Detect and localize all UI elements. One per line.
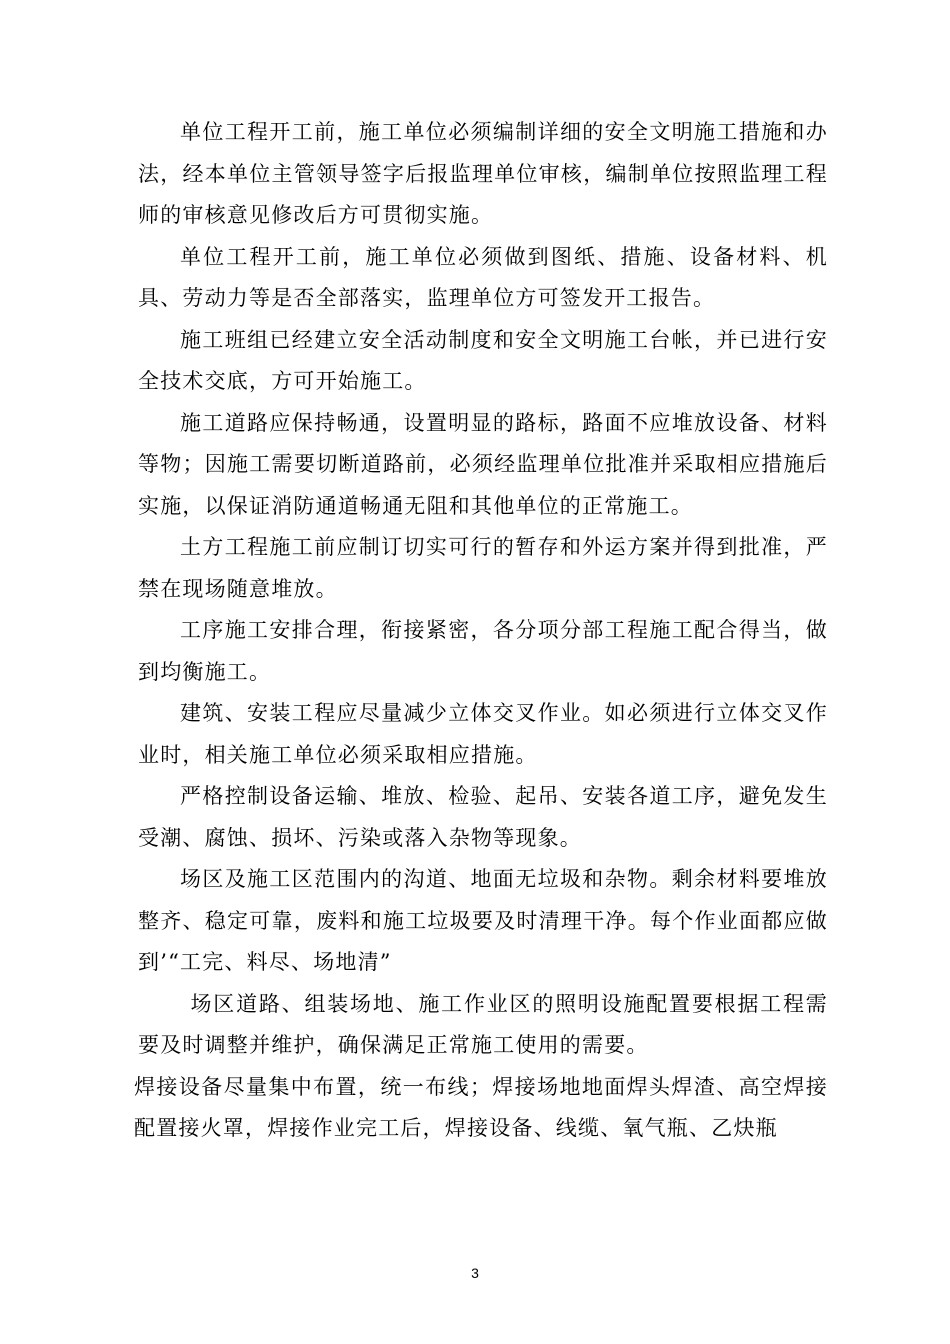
body-text	[134, 112, 828, 1150]
paragraph-9: 场区及施工区范围内的沟道、地面无垃圾和杂物。剩余材料要堆放整齐、稳定可靠，废料和施工垃圾要及时清理干净。每个作业面都应做到’“工完、料尽、场地清”	[138, 867, 828, 974]
paragraph-2: 单位工程开工前，施工单位必须做到图纸、措施、设备材料、机具、劳动力等是否全部落实，监理单位方可签发开工报告。	[138, 244, 828, 310]
paragraph-11: 焊接设备尽量集中布置，统一布线；焊接场地地面焊头焊渣、高空焊接配置接火罩，焊接作业完工后，焊接设备、线缆、氧气瓶、乙炔瓶	[134, 1074, 828, 1140]
paragraph-6: 工序施工安排合理，衔接紧密，各分项分部工程施工配合得当，做到均衡施工。	[138, 618, 828, 684]
paragraph-4: 施工道路应保持畅通，设置明显的路标，路面不应堆放设备、材料等物；因施工需要切断道路前，必须经监理单位批准并采取相应措施后实施，以保证消防通道畅通无阻和其他单位的正常施工。	[138, 410, 828, 518]
paragraph-1: 单位工程开工前，施工单位必须编制详细的安全文明施工措施和办法，经本单位主管领导签字后报监理单位审核，编制单位按照监理工程师的审核意见修改后方可贯彻实施。	[138, 120, 828, 227]
paragraph-7: 建筑、安装工程应尽量减少立体交叉作业。如必须进行立体交叉作业时，相关施工单位必须采取相应措施。	[138, 701, 828, 767]
paragraph-8: 严格控制设备运输、堆放、检验、起吊、安装各道工序，避免发生受潮、腐蚀、损坏、污染或落入杂物等现象。	[138, 784, 828, 850]
paragraph-10: 场区道路、组装场地、施工作业区的照明设施配置要根据工程需要及时调整并维护，确保满足正常施工使用的需要。	[138, 991, 828, 1057]
paragraph-3: 施工班组已经建立安全活动制度和安全文明施工台帐，并已进行安全技术交底，方可开始施工。	[138, 327, 828, 393]
paragraph-5: 土方工程施工前应制订切实可行的暂存和外运方案并得到批准，严禁在现场随意堆放。	[138, 535, 828, 601]
page-number: 3	[471, 1265, 479, 1281]
